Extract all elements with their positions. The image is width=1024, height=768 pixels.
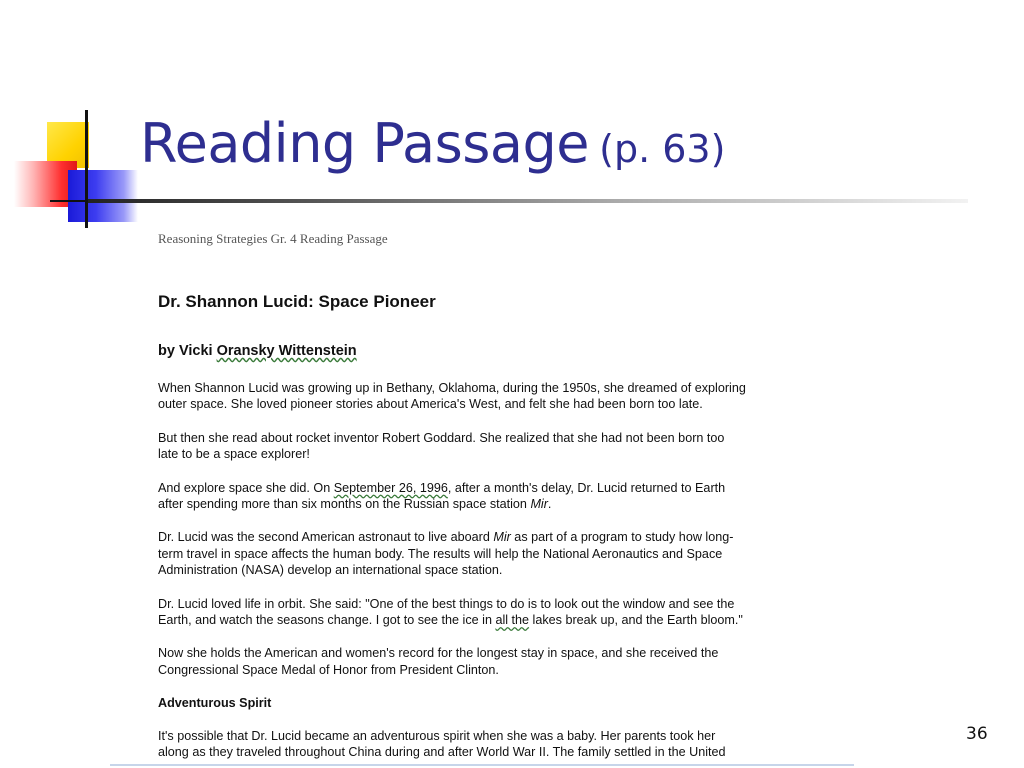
- p3-text-a: And explore space she did. On: [158, 480, 334, 495]
- paragraph-6-line-1: Now she holds the American and women's record for the longest stay in space, and she received the: [158, 646, 719, 661]
- p5-text-b: lakes break up, and the Earth bloom.": [529, 613, 743, 628]
- byline-prefix: by Vicki: [158, 343, 217, 359]
- paragraph-2-line-1: But then she read about rocket inventor Robert Goddard. She realized that she had not been born too: [158, 430, 725, 445]
- paragraph-3: [158, 480, 878, 513]
- p4-text-b: as part of a program to study how long-: [510, 530, 734, 545]
- paragraph-4-line-3: Administration (NASA) develop an international space station.: [158, 563, 503, 578]
- slide-title: [140, 112, 725, 175]
- p4-mir: Mir: [493, 530, 511, 545]
- p3-date: September 26, 1996: [333, 480, 448, 495]
- paragraph-5-line-1: Dr. Lucid loved life in orbit. She said: "One of the best things to do is to look out the window and see the: [158, 596, 735, 611]
- paragraph-7-line-2: along as they traveled throughout China during and after World War II. The family settled in the United: [158, 745, 726, 760]
- vertical-line-decoration: [85, 110, 88, 228]
- document-byline: [158, 342, 878, 360]
- paragraph-1-line-1: When Shannon Lucid was growing up in Bethany, Oklahoma, during the 1950s, she dreamed of exploring: [158, 381, 746, 395]
- p3-mir: Mir: [530, 497, 548, 512]
- title-main: Reading Passage: [140, 112, 589, 175]
- bottom-rule: [110, 764, 854, 766]
- p3-text-c: after spending more than six months on the Russian space station: [158, 497, 531, 512]
- document-header: Reasoning Strategies Gr. 4 Reading Passage: [158, 231, 388, 246]
- paragraph-4-line-1: [158, 529, 878, 545]
- p5-all-the: all the: [495, 613, 530, 628]
- p4-text-a: Dr. Lucid was the second American astronaut to live aboard: [158, 530, 494, 545]
- document-title: Dr. Shannon Lucid: Space Pioneer: [158, 292, 436, 311]
- paragraph-2-line-2: late to be a space explorer!: [158, 447, 310, 462]
- corner-decoration: [0, 0, 150, 240]
- paragraph-3-line-2: [158, 496, 878, 512]
- paragraph-6-line-2: Congressional Space Medal of Honor from President Clinton.: [158, 662, 499, 677]
- paragraph-3-line-1: [158, 480, 878, 496]
- paragraph-4-line-2: term travel in space affects the human body. The results will help the National Aeronautics and Space: [158, 546, 723, 561]
- reading-passage-document: [158, 230, 878, 768]
- title-underline: [88, 199, 968, 203]
- paragraph-2: [158, 430, 878, 463]
- paragraph-1: [158, 380, 878, 413]
- slide-page-number: 36: [966, 724, 988, 744]
- paragraph-1-line-2: outer space. She loved pioneer stories about America's West, and felt she had been born too late.: [158, 397, 703, 412]
- paragraph-5: [158, 596, 878, 629]
- paragraph-4: [158, 529, 878, 578]
- byline-author-name: Oransky Wittenstein: [216, 343, 357, 359]
- paragraph-5-line-2: [158, 612, 878, 628]
- paragraph-6: [158, 645, 878, 678]
- p5-text-a: Earth, and watch the seasons change. I got to see the ice in: [158, 613, 496, 628]
- paragraph-7: [158, 728, 878, 761]
- blue-square-decoration: [68, 170, 138, 222]
- p3-text-d: .: [547, 497, 552, 512]
- section-subheading: Adventurous Spirit: [158, 696, 272, 711]
- title-page-reference: (p. 63): [599, 127, 726, 171]
- paragraph-7-line-1: It's possible that Dr. Lucid became an adventurous spirit when she was a baby. Her parents took her: [158, 728, 716, 743]
- p3-text-b: , after a month's delay, Dr. Lucid returned to Earth: [447, 480, 726, 495]
